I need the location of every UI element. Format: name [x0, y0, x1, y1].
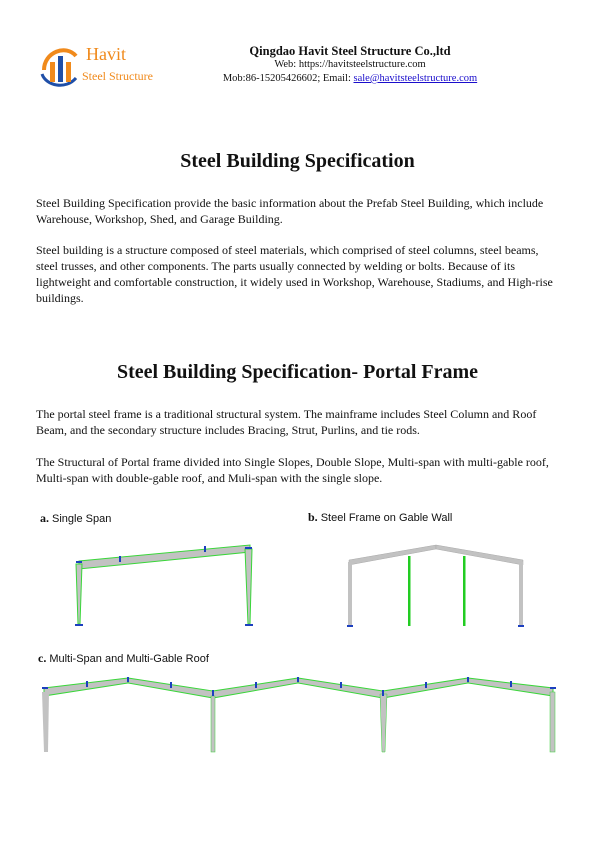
figure-c-letter: c. [38, 651, 47, 665]
portal-frame-paragraph: The portal steel frame is a traditional structural system. The mainframe includes Steel Column and Roof Beam, and the secondary structure includes Bracing, Strut, Purlins, and tie rods. [36, 407, 537, 437]
section-title-portal-frame: Steel Building Specification- Portal Frame [116, 361, 479, 383]
company-web: Web: https://havitsteelstructure.com [274, 59, 426, 70]
interior-column [380, 694, 387, 752]
joint-marker [550, 687, 556, 689]
joint-marker [382, 690, 384, 696]
logo-text-bottom: Steel Structure [82, 69, 153, 83]
portal-types-paragraph: The Structural of Portal frame divided into Single Slopes, Double Slope, Multi-span with multi-gable roof, Multi-span with double-gable roof, and Muli-span with the single slope. [36, 455, 549, 485]
intro-paragraph: Steel Building Specification provide the basic information about the Prefab Steel Building, which include Warehouse, Workshop, Shed, and Garage Building. [36, 196, 544, 226]
right-column [550, 692, 555, 752]
joint-marker [510, 681, 512, 687]
joint-marker [297, 677, 299, 682]
figure-a-letter: a. [40, 511, 49, 525]
joint-marker [86, 681, 88, 687]
figure-b-letter: b. [308, 510, 318, 524]
company-name: Qingdao Havit Steel Structure Co.,ltd [249, 44, 451, 58]
interior-column [211, 696, 215, 752]
joint-marker [170, 682, 172, 688]
contact-prefix: Mob:86-15205426602; Email: [222, 73, 354, 84]
figure-c-label: Multi-Span and Multi-Gable Roof [49, 653, 209, 665]
joint-marker [127, 677, 129, 682]
joint-marker [212, 690, 214, 696]
joint-marker [42, 687, 48, 689]
steel-building-paragraph: Steel building is a structure composed of steel materials, which comprised of steel columns, steel beams, steel trusses, and other components. The parts usually connected by welding or bolts. Because of its lightweight and comfortable construction, it widely used in Workshop, Warehouse, Stadiums, and High-rise buildings. [36, 243, 553, 305]
joint-marker [467, 677, 469, 682]
joint-marker [425, 682, 427, 688]
figure-a-label: Single Span [52, 513, 112, 525]
joint-marker [255, 682, 257, 688]
left-column [42, 692, 49, 752]
email-link[interactable]: sale@havitsteelstructure.com [353, 73, 478, 84]
figure-b-label: Steel Frame on Gable Wall [320, 512, 453, 524]
joint-marker [340, 682, 342, 688]
section-title-spec: Steel Building Specification [180, 150, 415, 172]
logo-text-top: Havit [86, 44, 126, 64]
